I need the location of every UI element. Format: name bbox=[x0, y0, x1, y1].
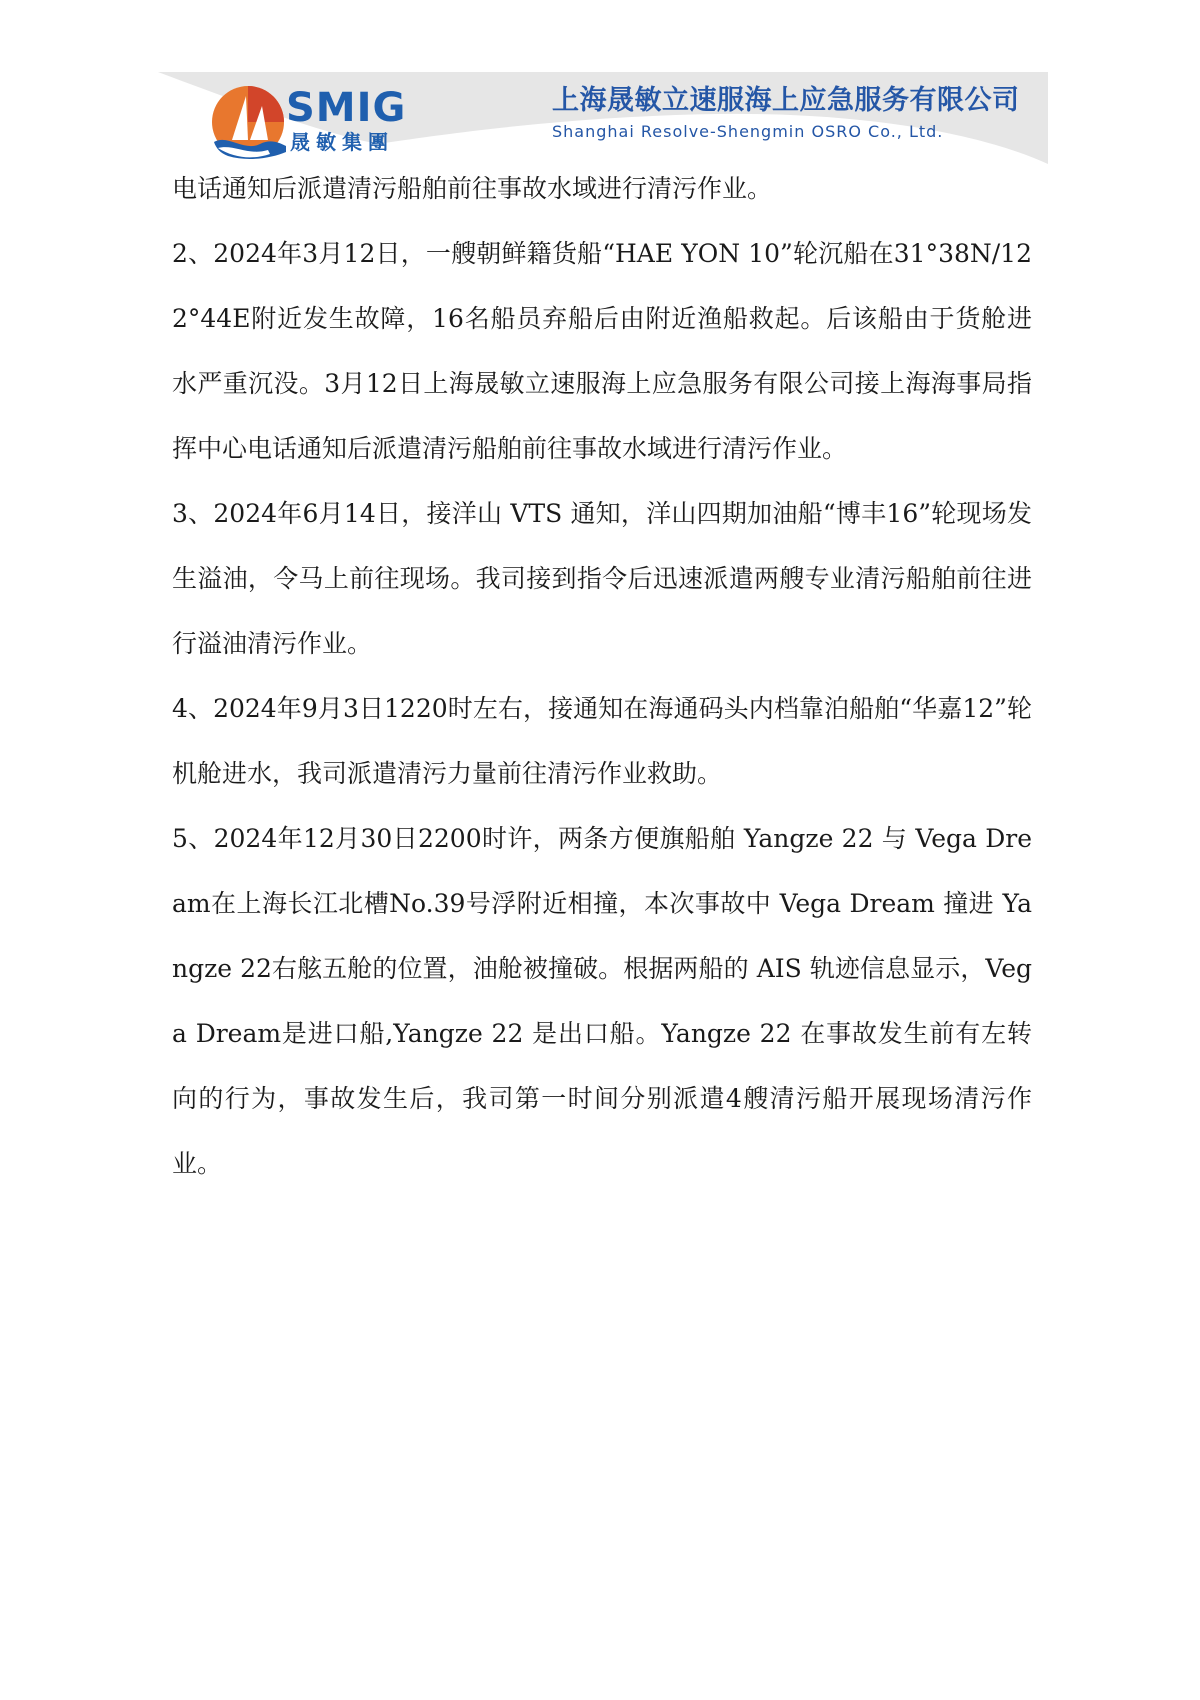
brand-name: SMIG bbox=[286, 85, 407, 131]
brand-subtitle: 晟敏集團 bbox=[290, 130, 394, 154]
paragraph: 2、2024年3月12日，一艘朝鲜籍货船“HAE YON 10”轮沉船在31°38N/122°44E附近发生故障，16名船员弃船后由附近渔船救起。后该船由于货舱进水严重沉没。3月12日上海晟敏立速服海上应急服务有限公司接上海海事局指挥中心电话通知后派遣清污船舶前往事故水域进行清污作业。 bbox=[172, 239, 1032, 463]
paragraph: 3、2024年6月14日，接洋山 VTS 通知，洋山四期加油船“博丰16”轮现场发生溢油，令马上前往现场。我司接到指令后迅速派遣两艘专业清污船舶前往进行溢油清污作业。 bbox=[172, 499, 1032, 658]
paragraph: 5、2024年12月30日2200时许，两条方便旗船舶 Yangze 22 与 Vega Dream在上海长江北槽No.39号浮附近相撞，本次事故中 Vega Dream 撞进 Yangze 22右舷五舱的位置，油舱被撞破。根据两船的 AIS 轨迹信息显示，Vega Dream是进口船,Yangze 22 是出口船。Yangze 22 在事故发生前有左转向的行为，事故发生后，我司第一时间分别派遣4艘清污船开展现场清污作业。 bbox=[172, 824, 1032, 1178]
company-block bbox=[552, 84, 1022, 144]
paragraph: 电话通知后派遣清污船舶前往事故水域进行清污作业。 bbox=[172, 174, 773, 203]
paragraph: 4、2024年9月3日1220时左右，接通知在海通码头内档靠泊船舶“华嘉12”轮机舱进水，我司派遣清污力量前往清污作业救助。 bbox=[172, 694, 1032, 788]
document-body bbox=[172, 156, 1032, 1196]
smig-logo-icon bbox=[208, 82, 288, 160]
brand-block bbox=[286, 86, 486, 156]
company-name-en: Shanghai Resolve-Shengmin OSRO Co., Ltd. bbox=[552, 122, 944, 141]
letterhead bbox=[158, 72, 1048, 164]
company-name-cn: 上海晟敏立速服海上应急服务有限公司 bbox=[552, 85, 1020, 116]
